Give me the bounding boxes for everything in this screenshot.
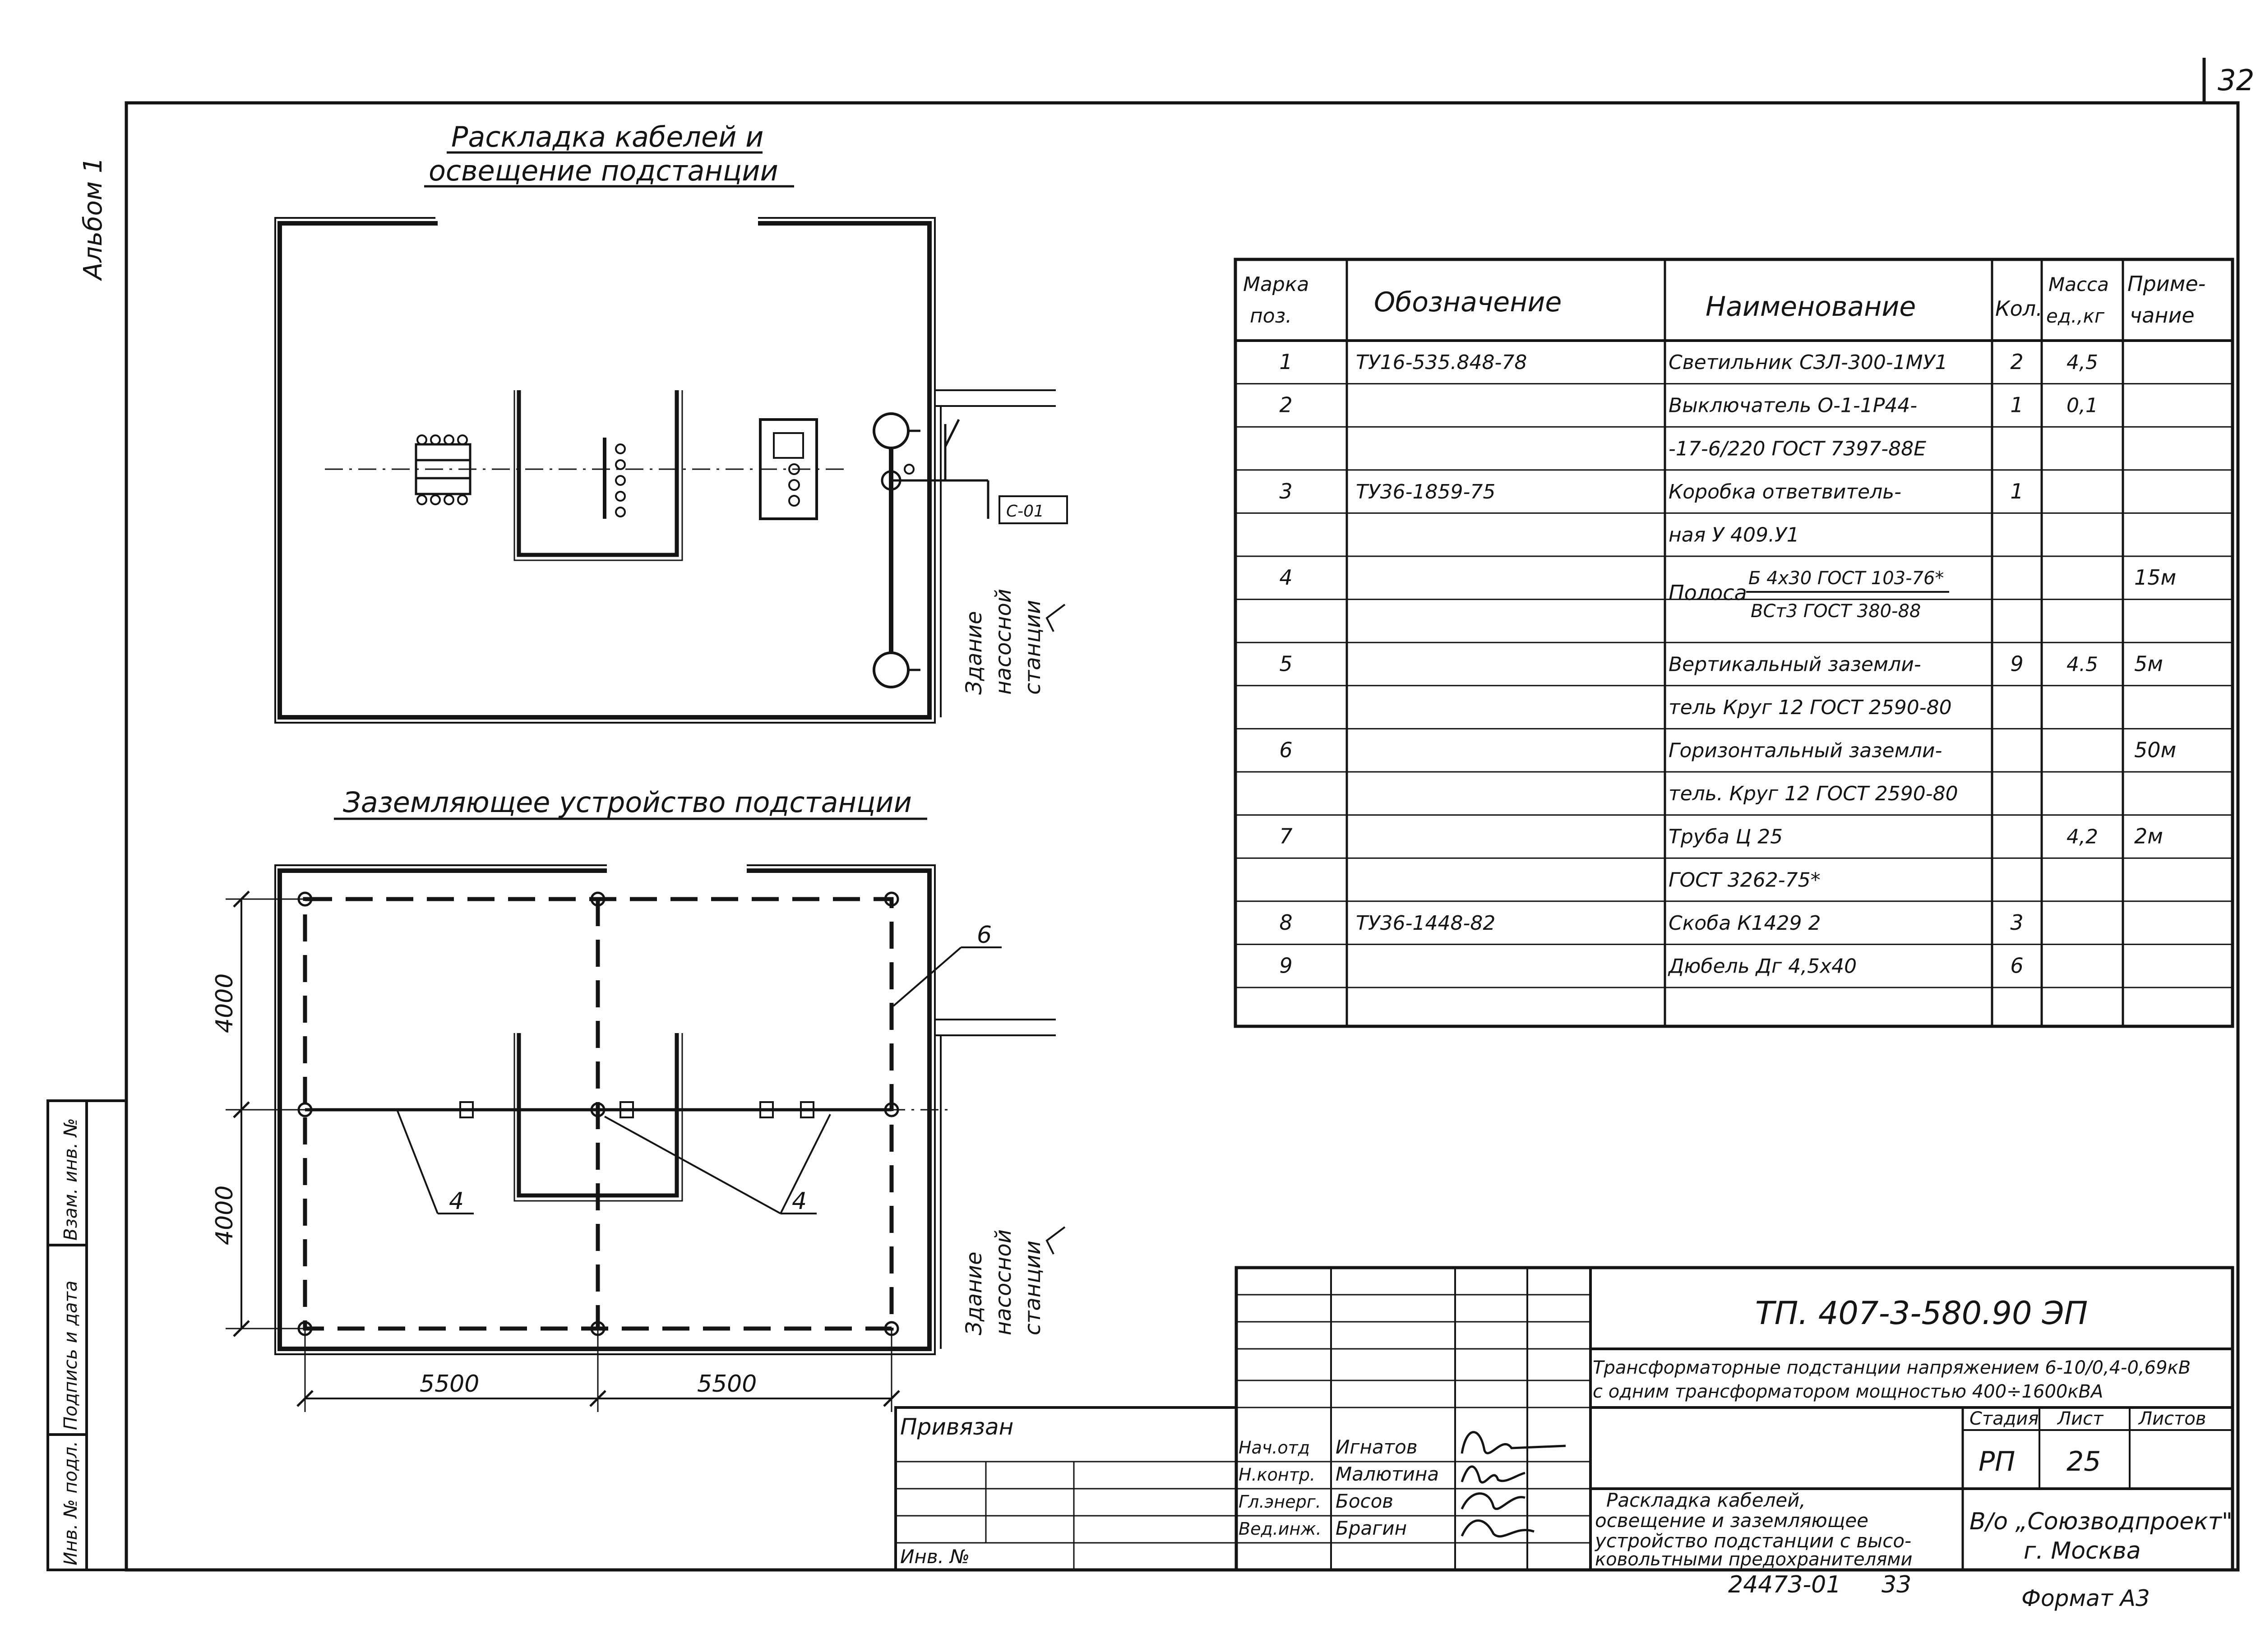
privyazan-label: Привязан	[900, 1414, 1014, 1440]
inv-no-label: Инв. №	[900, 1546, 970, 1568]
title-desc-1: Трансформаторные подстанции напряжением 6-10/0,4-0,69кВ	[1593, 1357, 2191, 1378]
dim-horizontal-2: 5500	[697, 1371, 757, 1398]
building-label-bottom-1: Здание	[962, 1251, 987, 1335]
spec-table	[1235, 259, 2233, 1026]
strip-denominator: ВСт3 ГОСТ 380-88	[1751, 601, 1921, 622]
spec-cell-qty: 2	[2010, 350, 2024, 374]
lamp-2-icon	[874, 653, 908, 687]
signature-3	[1462, 1494, 1525, 1509]
stage-header: Стадия	[1969, 1408, 2039, 1429]
spec-cell-name: Выключатель О-1-1Р44-	[1669, 394, 1918, 417]
name-4: Брагин	[1336, 1517, 1407, 1539]
spec-cell-mass: 0,1	[2066, 394, 2098, 417]
plan-cable-layout	[275, 120, 1067, 723]
role-1: Нач.отд	[1239, 1438, 1310, 1458]
page-number: 32	[2218, 64, 2255, 97]
spec-cell-note: 50м	[2134, 738, 2177, 762]
sheet-header: Лист	[2057, 1408, 2103, 1429]
spec-cell-pos: 1	[1279, 350, 1293, 374]
spec-cell-name: Коробка ответвитель-	[1669, 480, 1902, 503]
plan-bottom-title: Заземляющее устройство подстанции	[343, 786, 912, 819]
spec-cell-qty: 9	[2010, 651, 2024, 676]
spec-cell-mass: 4,2	[2066, 825, 2098, 849]
dim-horizontal-1: 5500	[420, 1371, 480, 1398]
spec-cell-pos: 5	[1279, 651, 1293, 676]
spec-cell-note: 15м	[2134, 565, 2177, 590]
spec-cell-pos: 6	[1279, 738, 1293, 762]
copy-number: 33	[1882, 1571, 1912, 1598]
building-label-bottom-2: насосной	[991, 1229, 1016, 1335]
building-label-top-2: насосной	[991, 589, 1016, 695]
album-label: Альбом 1	[79, 157, 108, 280]
spec-cell-name: Скоба К1429 2	[1669, 911, 1821, 935]
inv-podl-label: Инв. № подл.	[60, 1441, 81, 1565]
title-desc-2: с одним трансформатором мощностью 400÷1600кВА	[1593, 1381, 2103, 1402]
signature-2	[1462, 1467, 1525, 1482]
switch-icon	[945, 420, 959, 447]
dim-vertical-2: 4000	[211, 1185, 238, 1245]
hdr-pos-2: поз.	[1250, 305, 1292, 328]
callout-6: 6	[977, 922, 992, 949]
hdr-name: Наименование	[1706, 291, 1916, 323]
spec-cell-qty: 1	[2010, 392, 2024, 417]
signature-1	[1462, 1432, 1566, 1454]
building-label-top-3: станции	[1020, 600, 1045, 695]
spec-cell-name: Вертикальный заземли-	[1669, 653, 1921, 676]
format-label: Формат А3	[2021, 1585, 2150, 1611]
title-block	[896, 1268, 2233, 1570]
spec-cell-name: ная У 409.У1	[1669, 523, 1799, 547]
hdr-pos-1: Марка	[1243, 273, 1309, 296]
name-2: Малютина	[1336, 1463, 1439, 1485]
spec-cell-pos: 3	[1279, 479, 1293, 503]
building-label-bottom-3: станции	[1020, 1240, 1045, 1335]
spec-cell-des: ТУ36-1859-75	[1356, 480, 1496, 503]
spec-cell-note: 5м	[2134, 651, 2163, 676]
spec-cell-name: Горизонтальный заземли-	[1669, 739, 1942, 762]
hdr-qty: Кол.	[1995, 296, 2043, 321]
callout-4a: 4	[449, 1188, 464, 1215]
role-3: Гл.энерг.	[1239, 1492, 1321, 1512]
drawing-name-2: освещение и заземляющее	[1595, 1509, 1869, 1532]
spec-cell-name: тель. Круг 12 ГОСТ 2590-80	[1669, 782, 1958, 806]
hdr-mass-2: ед.,кг	[2046, 305, 2105, 327]
spec-cell-qty: 3	[2010, 910, 2024, 935]
sheets-header: Листов	[2139, 1408, 2206, 1429]
spec-cell-qty: 1	[2010, 479, 2024, 503]
building-label-top-1: Здание	[962, 611, 987, 695]
spec-cell-pos: 9	[1279, 953, 1293, 978]
role-4: Вед.инж.	[1239, 1519, 1322, 1539]
spec-cell-name: Светильник СЗЛ-300-1МУ1	[1669, 351, 1948, 374]
sign-date-label: Подпись и дата	[60, 1280, 81, 1430]
plan-top-title-1: Раскладка кабелей и	[451, 120, 764, 153]
strip-numerator: Б 4х30 ГОСТ 103-76*	[1748, 568, 1944, 589]
drawing-code: ТП. 407-3-580.90 ЭП	[1755, 1295, 2088, 1332]
lamp-1-icon	[874, 414, 908, 448]
strip-label: Полоса	[1669, 581, 1747, 605]
spec-cell-name: тель Круг 12 ГОСТ 2590-80	[1669, 696, 1952, 719]
organization-2: г. Москва	[2024, 1537, 2141, 1564]
signature-4	[1462, 1521, 1534, 1537]
organization-1: В/о „Союзводпроект"	[1969, 1508, 2233, 1535]
vzam-inv-label: Взам. инв. №	[60, 1118, 81, 1241]
spec-cell-pos: 8	[1279, 910, 1293, 935]
spec-cell-pos: 2	[1279, 392, 1293, 417]
drawing-name-1: Раскладка кабелей,	[1606, 1489, 1806, 1511]
drawing-name-3: устройство подстанции с высо-	[1595, 1530, 1912, 1552]
spec-cell-pos: 7	[1279, 824, 1293, 849]
hdr-mass-1: Масса	[2048, 273, 2109, 295]
plan-top-title-2: освещение подстанции	[429, 154, 778, 187]
name-3: Босов	[1336, 1490, 1394, 1512]
spec-cell-name: Труба Ц 25	[1669, 825, 1783, 849]
archive-number: 24473-01	[1728, 1571, 1841, 1598]
spec-cell-name: ГОСТ 3262-75*	[1669, 868, 1821, 892]
name-1: Игнатов	[1336, 1436, 1418, 1458]
plan-grounding	[211, 786, 1065, 1412]
dim-vertical-1: 4000	[211, 973, 238, 1033]
stage-value: РП	[1979, 1446, 2016, 1477]
spec-cell-pos: 4	[1279, 565, 1293, 590]
spec-cell-qty: 6	[2010, 953, 2024, 978]
role-2: Н.контр.	[1239, 1465, 1316, 1485]
hdr-designation: Обозначение	[1374, 286, 1562, 318]
callout-4b: 4	[792, 1188, 807, 1215]
spec-cell-note: 2м	[2134, 824, 2163, 849]
hdr-note-1: Приме-	[2127, 272, 2206, 296]
spec-cell-name: -17-6/220 ГОСТ 7397-88Е	[1669, 437, 1926, 461]
spec-cell-des: ТУ16-535.848-78	[1356, 351, 1527, 374]
cable-label: С-01	[1006, 502, 1044, 521]
spec-cell-des: ТУ36-1448-82	[1356, 911, 1496, 935]
transformer-terminals-icon	[605, 438, 625, 519]
sheet-value: 25	[2066, 1446, 2101, 1477]
hdr-note-2: чание	[2130, 303, 2195, 328]
spec-cell-mass: 4,5	[2066, 351, 2098, 374]
spec-cell-name: Дюбель Дг 4,5х40	[1669, 955, 1857, 978]
side-stamp	[48, 1101, 126, 1570]
drawing-name-4: ковольтными предохранителями	[1595, 1549, 1913, 1570]
spec-cell-mass: 4.5	[2066, 653, 2098, 676]
